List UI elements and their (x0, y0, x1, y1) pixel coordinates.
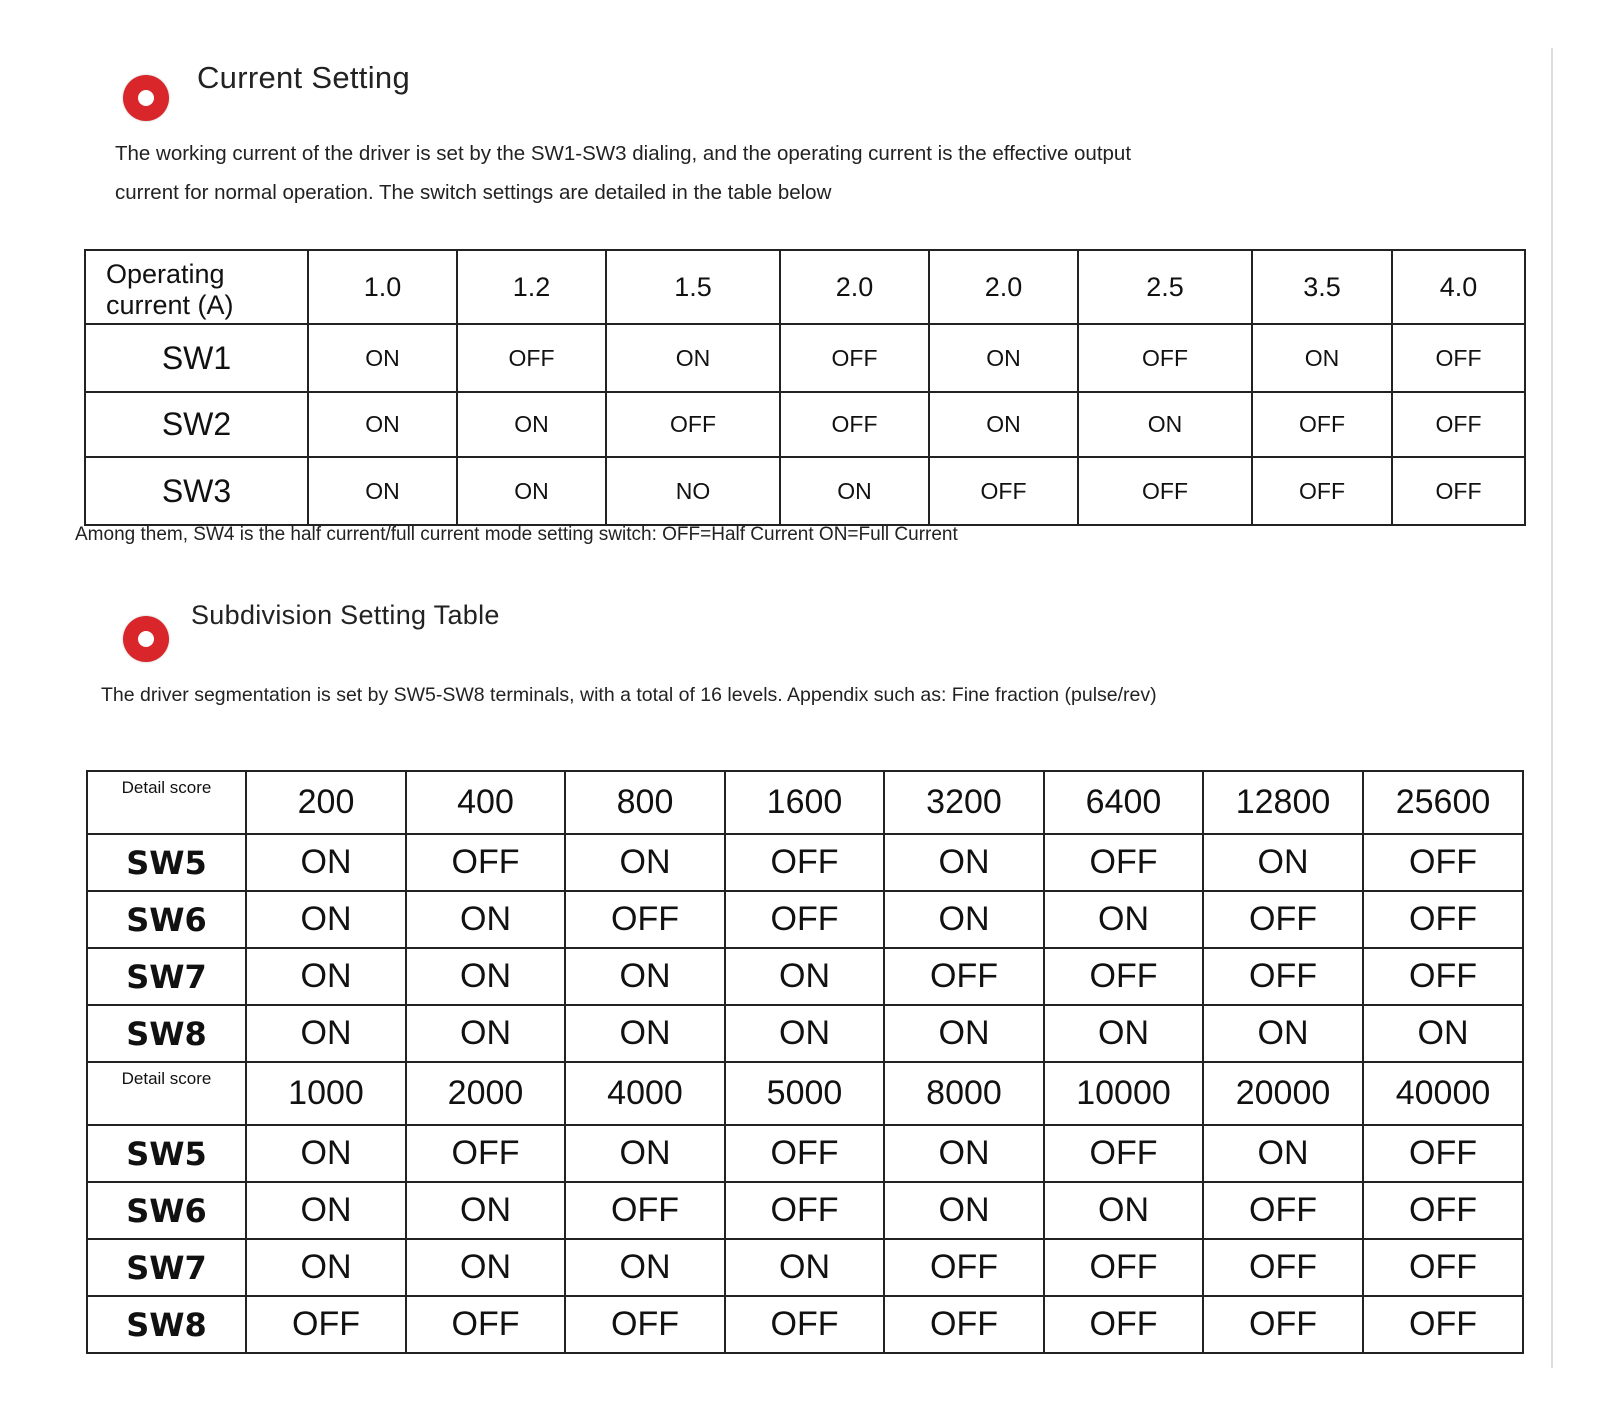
sw4-mode-note: Among them, SW4 is the half current/full current mode setting switch: OFF=Half Current ON=Full Current (75, 524, 958, 545)
switch-state: ON (246, 891, 406, 948)
switch-state: OFF (606, 392, 780, 457)
switch-row-sw3 (85, 457, 1525, 525)
switch-row-sw8 (87, 1005, 1523, 1062)
current-value: 3.5 (1252, 250, 1392, 324)
switch-state: ON (246, 1182, 406, 1239)
switch-state: ON (1252, 324, 1392, 392)
current-value: 2.0 (929, 250, 1078, 324)
switch-label: SW7 (87, 1239, 246, 1296)
switch-state: ON (1363, 1005, 1523, 1062)
switch-state: ON (780, 457, 929, 525)
subdivision-value: 20000 (1203, 1062, 1363, 1125)
description-line: The working current of the driver is set by the SW1-SW3 dialing, and the operating current is the effective output (115, 142, 1132, 165)
switch-row-sw5 (87, 1125, 1523, 1182)
subdivision-value: 1000 (246, 1062, 406, 1125)
subdivision-value: 400 (406, 771, 565, 834)
switch-state: OFF (1203, 1239, 1363, 1296)
current-setting-title: Current Setting (197, 60, 410, 95)
switch-state: ON (929, 392, 1078, 457)
switch-state: ON (884, 834, 1044, 891)
switch-state: ON (565, 1005, 725, 1062)
current-value: 1.0 (308, 250, 457, 324)
switch-state: ON (246, 1005, 406, 1062)
switch-state: ON (1203, 1005, 1363, 1062)
switch-state: ON (606, 324, 780, 392)
switch-state: OFF (565, 1296, 725, 1353)
switch-label: SW7 (87, 948, 246, 1005)
switch-row-sw1 (85, 324, 1525, 392)
switch-state: ON (246, 1239, 406, 1296)
switch-state: ON (406, 1239, 565, 1296)
switch-state: OFF (725, 1182, 884, 1239)
current-value: 2.0 (780, 250, 929, 324)
switch-state: ON (246, 834, 406, 891)
switch-state: OFF (1363, 891, 1523, 948)
switch-label: SW8 (87, 1005, 246, 1062)
switch-state: OFF (1203, 891, 1363, 948)
switch-state: ON (406, 948, 565, 1005)
switch-state: OFF (246, 1296, 406, 1353)
switch-state: OFF (1392, 457, 1525, 525)
switch-state: OFF (1044, 1125, 1203, 1182)
switch-state: OFF (1203, 1296, 1363, 1353)
switch-state: ON (565, 948, 725, 1005)
switch-state: ON (1203, 1125, 1363, 1182)
switch-state: OFF (1392, 324, 1525, 392)
switch-state: OFF (1203, 1182, 1363, 1239)
switch-state: OFF (1078, 324, 1252, 392)
switch-state: ON (929, 324, 1078, 392)
switch-label: SW6 (87, 1182, 246, 1239)
switch-state: OFF (929, 457, 1078, 525)
switch-state: OFF (725, 1125, 884, 1182)
subdivision-setting-title: Subdivision Setting Table (191, 600, 500, 630)
switch-state: OFF (725, 1296, 884, 1353)
switch-state: NO (606, 457, 780, 525)
page-edge-divider (1551, 48, 1553, 1368)
switch-state: OFF (406, 1296, 565, 1353)
switch-state: ON (1078, 392, 1252, 457)
subdivision-value: 800 (565, 771, 725, 834)
switch-state: ON (308, 457, 457, 525)
switch-state: ON (884, 1182, 1044, 1239)
detail-score-label: Detail score (87, 771, 246, 834)
switch-row-sw5 (87, 834, 1523, 891)
switch-state: ON (884, 1005, 1044, 1062)
description-line: current for normal operation. The switch settings are detailed in the table below (115, 181, 832, 204)
switch-state: OFF (1363, 1239, 1523, 1296)
switch-state: OFF (1044, 1296, 1203, 1353)
switch-state: OFF (406, 1125, 565, 1182)
switch-state: ON (565, 834, 725, 891)
subdivision-values-row (87, 771, 1523, 834)
switch-state: OFF (780, 324, 929, 392)
switch-state: ON (1044, 891, 1203, 948)
switch-row-sw8 (87, 1296, 1523, 1353)
switch-state: OFF (884, 1239, 1044, 1296)
subdivision-value: 40000 (1363, 1062, 1523, 1125)
subdivision-value: 10000 (1044, 1062, 1203, 1125)
switch-state: ON (884, 1125, 1044, 1182)
subdivision-value: 6400 (1044, 771, 1203, 834)
subdivision-value: 12800 (1203, 771, 1363, 834)
switch-state: ON (1203, 834, 1363, 891)
switch-state: ON (1044, 1182, 1203, 1239)
switch-state: OFF (725, 834, 884, 891)
switch-state: ON (725, 948, 884, 1005)
switch-state: ON (406, 891, 565, 948)
current-value: 4.0 (1392, 250, 1525, 324)
switch-label: SW5 (87, 1125, 246, 1182)
switch-state: ON (725, 1005, 884, 1062)
subdivision-value: 25600 (1363, 771, 1523, 834)
switch-state: ON (246, 948, 406, 1005)
current-value: 2.5 (1078, 250, 1252, 324)
switch-state: OFF (1363, 1182, 1523, 1239)
current-value: 1.2 (457, 250, 606, 324)
subdivision-value: 1600 (725, 771, 884, 834)
switch-state: OFF (1078, 457, 1252, 525)
section-bullet-icon (123, 75, 169, 121)
switch-state: OFF (457, 324, 606, 392)
switch-state: OFF (884, 948, 1044, 1005)
switch-state: ON (457, 392, 606, 457)
subdivision-value: 4000 (565, 1062, 725, 1125)
switch-state: ON (406, 1182, 565, 1239)
switch-state: ON (406, 1005, 565, 1062)
switch-state: ON (1044, 1005, 1203, 1062)
switch-label: SW8 (87, 1296, 246, 1353)
switch-state: ON (565, 1125, 725, 1182)
switch-state: OFF (1252, 457, 1392, 525)
subdivision-value: 2000 (406, 1062, 565, 1125)
switch-state: ON (884, 891, 1044, 948)
subdivision-value: 8000 (884, 1062, 1044, 1125)
switch-state: OFF (1363, 834, 1523, 891)
switch-state: OFF (406, 834, 565, 891)
current-setting-description (115, 134, 1131, 212)
switch-state: OFF (565, 1182, 725, 1239)
detail-score-label: Detail score (87, 1062, 246, 1125)
switch-state: OFF (1392, 392, 1525, 457)
subdivision-setting-description: The driver segmentation is set by SW5-SW8 terminals, with a total of 16 levels. Appendix such as: Fine fraction (pulse/rev) (101, 684, 1157, 706)
switch-state: ON (457, 457, 606, 525)
switch-state: ON (308, 324, 457, 392)
switch-row-sw6 (87, 891, 1523, 948)
switch-state: OFF (565, 891, 725, 948)
operating-current-label: Operating current (A) (85, 250, 308, 324)
switch-row-sw2 (85, 392, 1525, 457)
switch-state: OFF (780, 392, 929, 457)
subdivision-setting-table (86, 770, 1524, 1354)
switch-label: SW6 (87, 891, 246, 948)
switch-label: SW2 (85, 392, 308, 457)
switch-state: OFF (1044, 1239, 1203, 1296)
switch-state: OFF (1363, 1296, 1523, 1353)
switch-state: OFF (1363, 948, 1523, 1005)
switch-label: SW3 (85, 457, 308, 525)
switch-state: OFF (884, 1296, 1044, 1353)
switch-label: SW1 (85, 324, 308, 392)
switch-state: ON (565, 1239, 725, 1296)
section-bullet-icon (123, 616, 169, 662)
switch-state: OFF (1252, 392, 1392, 457)
switch-state: OFF (1044, 834, 1203, 891)
subdivision-value: 200 (246, 771, 406, 834)
current-setting-table (84, 249, 1526, 526)
current-values-row (85, 250, 1525, 324)
subdivision-value: 3200 (884, 771, 1044, 834)
switch-state: OFF (1203, 948, 1363, 1005)
switch-state: ON (246, 1125, 406, 1182)
switch-state: ON (725, 1239, 884, 1296)
switch-state: OFF (1363, 1125, 1523, 1182)
current-value: 1.5 (606, 250, 780, 324)
subdivision-value: 5000 (725, 1062, 884, 1125)
switch-state: OFF (725, 891, 884, 948)
subdivision-values-row (87, 1062, 1523, 1125)
switch-state: ON (308, 392, 457, 457)
switch-row-sw7 (87, 948, 1523, 1005)
switch-row-sw6 (87, 1182, 1523, 1239)
switch-state: OFF (1044, 948, 1203, 1005)
switch-label: SW5 (87, 834, 246, 891)
switch-row-sw7 (87, 1239, 1523, 1296)
